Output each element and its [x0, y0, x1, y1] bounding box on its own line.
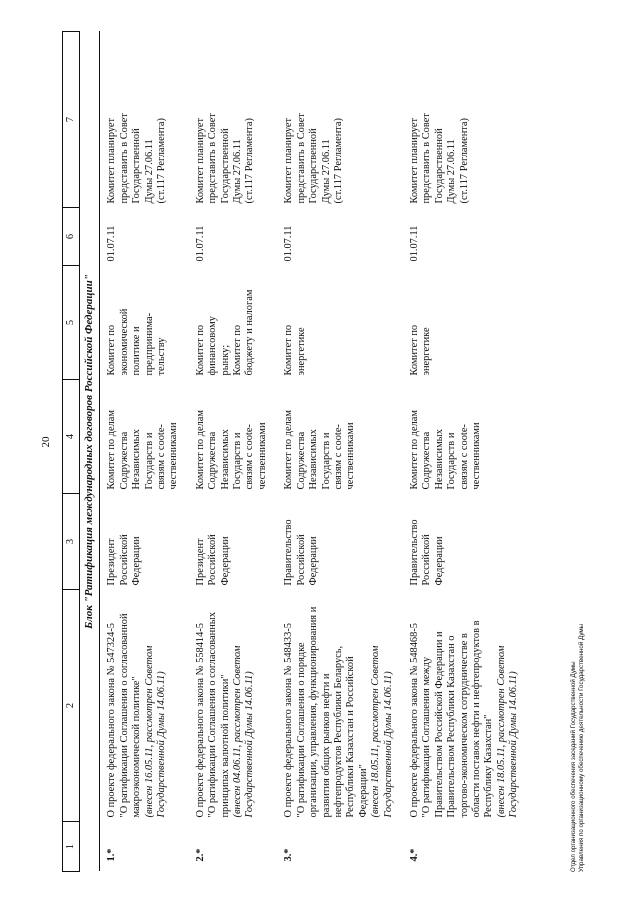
row-number: 2.*: [194, 848, 206, 862]
committee-line: чественниками: [168, 422, 180, 490]
bill-description-line: О проекте федерального закона № 558414-5: [194, 623, 206, 818]
committee-line: Комитет по делам: [106, 410, 118, 490]
responsible-committee-cell: [277, 380, 403, 494]
bill-description-line: макроэкономической политике": [131, 676, 143, 818]
bill-note-line: Государственной Думы 14.06.11): [244, 671, 256, 818]
table-row: [403, 32, 529, 872]
bill-description-cell: [277, 590, 403, 822]
initiator-line: Федерации: [308, 536, 320, 586]
committee-line: Комитет по делам: [283, 410, 295, 490]
co-committee-line: тельству: [156, 337, 168, 376]
bill-description-line: развития общих рынков нефти и: [320, 673, 332, 818]
initiator-line: Российской: [421, 534, 433, 586]
remark-line: представить в Совет: [295, 113, 307, 204]
footnotes: [570, 624, 586, 872]
committee-line: связям с соote-: [458, 424, 470, 490]
co-committee-line: энергетике: [295, 327, 307, 376]
initiator-line: Федерации: [433, 536, 445, 586]
bill-note-line: (внесен 04.06.11, рассмотрен Советом: [232, 645, 244, 818]
bill-description-line: О проекте федерального закона № 548468-5: [408, 623, 420, 818]
bill-note-line: (внесен 18.05.11, рассмотрен Советом: [495, 645, 507, 818]
bill-description-line: принципах валютной политики": [219, 674, 231, 818]
remark-line: (ст.117 Регламента): [156, 118, 168, 204]
column-header: 5: [63, 266, 80, 380]
footnote-line: Управления по организационному обеспечению деятельности Государственной Думы: [578, 623, 585, 872]
initiator-line: Правительство: [283, 519, 295, 586]
initiator-cell: [403, 494, 529, 590]
co-committee-line: предпринима-: [143, 312, 155, 376]
date-cell: 01.07.11: [283, 225, 295, 262]
initiator-cell: [189, 494, 277, 590]
committee-line: Государств и: [232, 432, 244, 490]
co-committee-line: Комитет по: [194, 324, 206, 376]
remark-line: (ст.117 Регламента): [332, 118, 344, 204]
committee-line: Содружества: [421, 431, 433, 490]
bill-description-line: "О ратификации Соглашения о согласованных: [207, 612, 219, 818]
committee-line: чественниками: [256, 422, 268, 490]
committee-line: чественниками: [345, 422, 357, 490]
rotated-document-page: [40, 22, 600, 882]
bill-note-line: Государственной Думы 14.06.11): [382, 671, 394, 818]
row-number: 1.*: [106, 848, 118, 862]
responsible-committee-cell: [403, 380, 529, 494]
remark-line: (ст.117 Регламента): [244, 118, 256, 204]
bill-note-line: (внесен 16.05.11, рассмотрен Советом: [143, 645, 155, 818]
committee-line: Государств и: [143, 432, 155, 490]
table-row: [100, 32, 189, 872]
bill-note-line: Государственной Думы 14.06.11): [508, 671, 520, 818]
co-committee-cell: [403, 266, 529, 380]
column-header: 6: [63, 208, 80, 266]
remark-line: Государственной: [433, 128, 445, 204]
column-header: 2: [63, 590, 80, 822]
bill-description-line: нефтепродуктов Республики Беларусь,: [332, 645, 344, 818]
co-committee-line: экономической: [118, 308, 130, 376]
committee-line: Государств и: [446, 432, 458, 490]
table-row: [277, 32, 403, 872]
block-title-row: [80, 32, 100, 872]
row-number: 3.*: [283, 848, 295, 862]
committee-line: связям с соote-: [332, 424, 344, 490]
committee-line: Государств и: [320, 432, 332, 490]
committee-line: связям с соote-: [156, 424, 168, 490]
remark-line: Комитет планирует: [194, 117, 206, 204]
co-committee-line: рынку;: [219, 344, 231, 376]
remark-line: представить в Совет: [207, 113, 219, 204]
committee-line: Содружества: [118, 431, 130, 490]
initiator-cell: [100, 494, 189, 590]
initiator-line: Российской: [295, 534, 307, 586]
column-header: 3: [63, 494, 80, 590]
bill-description-line: Правительством Российской Федерации и: [433, 631, 445, 818]
remark-line: Государственной: [219, 128, 231, 204]
co-committee-cell: [189, 266, 277, 380]
bill-description-cell: [100, 590, 189, 822]
remark-cell: [100, 32, 189, 208]
committee-line: Независимых: [308, 429, 320, 490]
remark-line: Думы 27.06.11: [320, 139, 332, 204]
co-committee-line: Комитет по: [232, 324, 244, 376]
co-committee-cell: [100, 266, 189, 380]
co-committee-line: Комитет по: [408, 324, 420, 376]
initiator-line: Федерации: [219, 536, 231, 586]
responsible-committee-cell: [100, 380, 189, 494]
remark-line: Комитет планирует: [283, 117, 295, 204]
remark-line: Комитет планирует: [408, 117, 420, 204]
footnote-line: Отдел организационного обеспечения заседаний Государственной Думы: [570, 661, 577, 872]
co-committee-line: политике и: [131, 326, 143, 376]
committee-line: Комитет по делам: [194, 410, 206, 490]
bill-description-cell: [403, 590, 529, 822]
remark-cell: [277, 32, 403, 208]
co-committee-cell: [277, 266, 403, 380]
committee-line: связям с соote-: [244, 424, 256, 490]
initiator-line: Президент: [194, 538, 206, 586]
co-committee-line: бюджету и налогам: [244, 289, 256, 376]
bill-description-line: "О ратификации Соглашения о согласованной: [118, 613, 130, 818]
initiator-line: Федерации: [131, 536, 143, 586]
legislation-schedule-table: [62, 31, 529, 872]
bill-description-line: торгово-экономическом сотрудничестве в: [458, 633, 470, 818]
bill-description-line: О проекте федерального закона № 547324-5: [106, 623, 118, 818]
co-committee-line: финансовому: [207, 316, 219, 376]
date-cell: 01.07.11: [106, 225, 118, 262]
committee-line: Содружества: [295, 431, 307, 490]
committee-line: Независимых: [131, 429, 143, 490]
initiator-cell: [277, 494, 403, 590]
bill-description-line: "О ратификации Соглашения между: [421, 656, 433, 818]
bill-description-line: организации, управления, функционирования и: [308, 606, 320, 818]
column-header: 4: [63, 380, 80, 494]
remark-line: Думы 27.06.11: [232, 139, 244, 204]
committee-line: чественниками: [470, 422, 482, 490]
remark-line: Думы 27.06.11: [143, 139, 155, 204]
bill-description-line: "О ратификации Соглашения о порядке: [295, 642, 307, 818]
remark-line: представить в Совет: [118, 113, 130, 204]
initiator-line: Правительство: [408, 519, 420, 586]
committee-line: Комитет по делам: [408, 410, 420, 490]
committee-line: Независимых: [433, 429, 445, 490]
remark-cell: [403, 32, 529, 208]
co-committee-line: энергетике: [421, 327, 433, 376]
responsible-committee-cell: [189, 380, 277, 494]
bill-description-line: Федерации": [357, 764, 369, 818]
committee-line: Содружества: [207, 431, 219, 490]
remark-line: (ст.117 Регламента): [458, 118, 470, 204]
remark-line: Думы 27.06.11: [446, 139, 458, 204]
remark-line: Государственной: [308, 128, 320, 204]
bill-note-line: Государственной Думы 14.06.11): [156, 671, 168, 818]
remark-line: представить в Совет: [421, 113, 433, 204]
date-cell: 01.07.11: [408, 225, 420, 262]
bill-note-line: (внесен 18.05.11, рассмотрен Советом: [370, 645, 382, 818]
bill-description-line: Республику Казахстан": [483, 714, 495, 818]
remark-line: Государственной: [131, 128, 143, 204]
initiator-line: Президент: [106, 538, 118, 586]
committee-line: Независимых: [219, 429, 231, 490]
row-number: 4.*: [408, 848, 420, 862]
bill-description-line: О проекте федерального закона № 548433-5: [283, 623, 295, 818]
column-header: 1: [63, 822, 80, 872]
bill-description-cell: [189, 590, 277, 822]
initiator-line: Российской: [207, 534, 219, 586]
initiator-line: Российской: [118, 534, 130, 586]
bill-description-line: Республики Казахстан и Российской: [345, 656, 357, 818]
bill-description-line: области поставок нефти и нефтепродуктов в: [470, 620, 482, 818]
table-row: [189, 32, 277, 872]
co-committee-line: Комитет по: [106, 324, 118, 376]
date-cell: 01.07.11: [194, 225, 206, 262]
column-header: 7: [63, 32, 80, 208]
bill-description-line: Правительством Республики Казахстан о: [446, 635, 458, 818]
co-committee-line: Комитет по: [283, 324, 295, 376]
remark-cell: [189, 32, 277, 208]
column-header-row: [63, 32, 80, 872]
remark-line: Комитет планирует: [106, 117, 118, 204]
page-number: 20: [40, 436, 52, 448]
block-title: Блок "Ратификация международных договоров Российской Федерации": [80, 32, 100, 872]
